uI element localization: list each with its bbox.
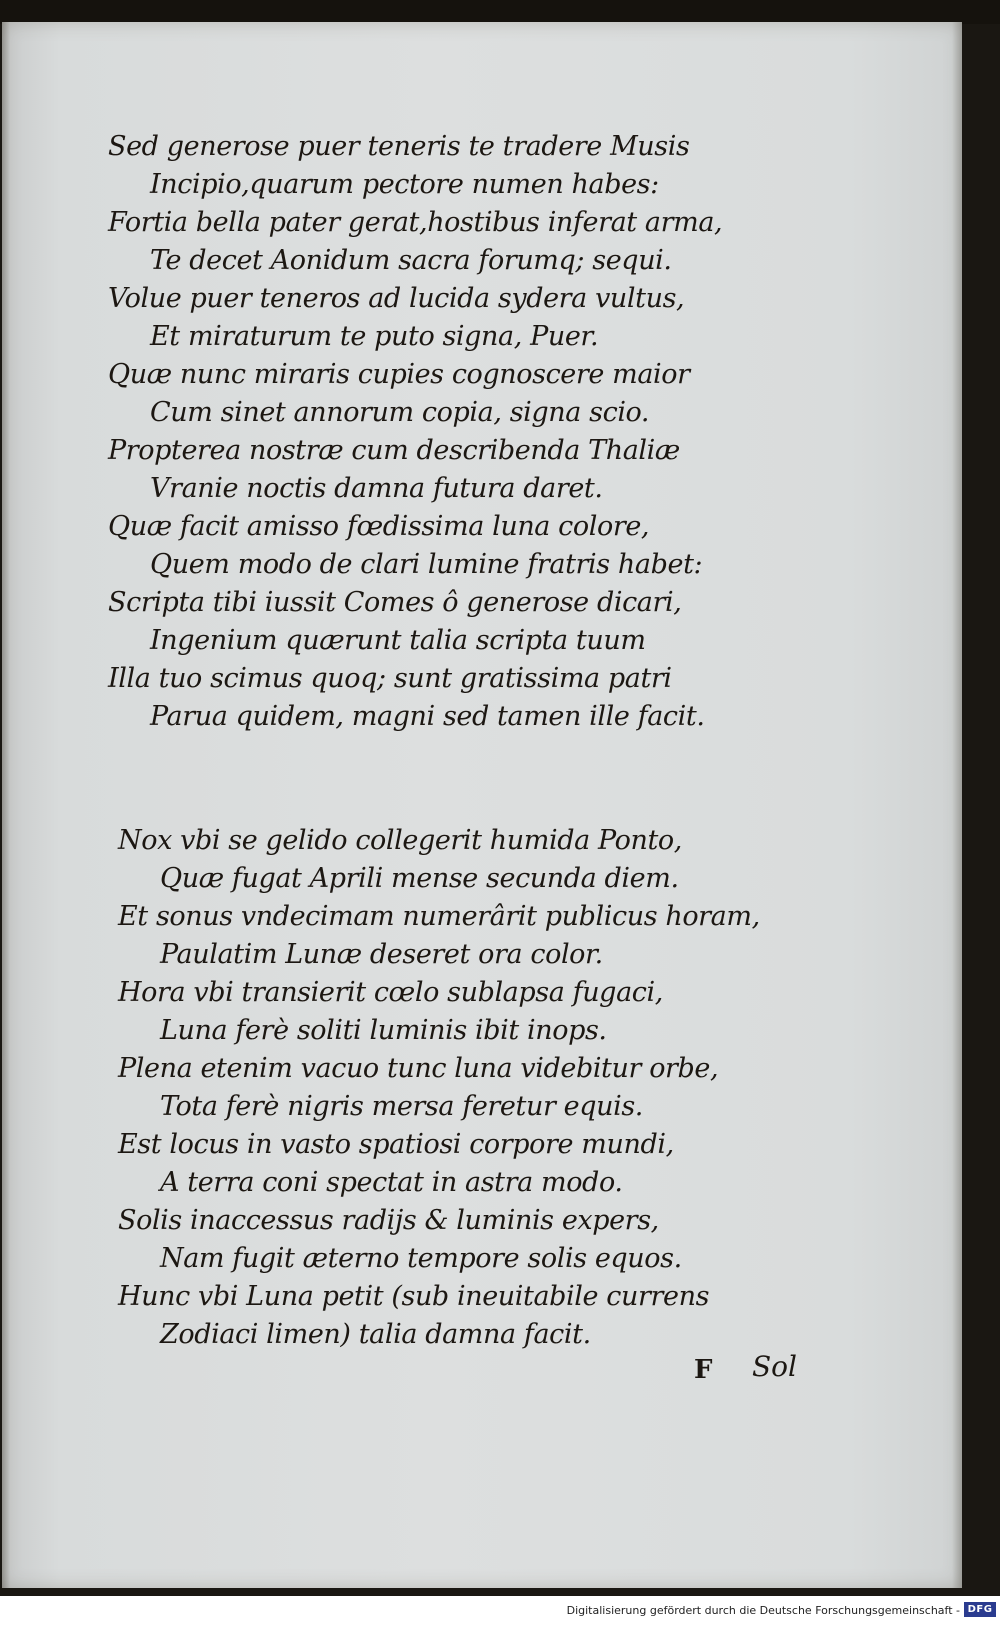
verse-line: Te decet Aonidum sacra forumq; sequi. (150, 245, 672, 276)
verse-line: Fortia bella pater gerat,hostibus inferat arma, (108, 207, 723, 238)
scan-background-top (0, 0, 1000, 24)
verse-line: Paulatim Lunæ deseret ora color. (160, 939, 603, 970)
poem-dedication (108, 128, 722, 736)
page-gutter-shadow (2, 22, 10, 1588)
dfg-logo-icon: DFG (964, 1602, 996, 1617)
signature-mark: F (694, 1355, 713, 1385)
verse-line: Et miraturum te puto signa, Puer. (150, 321, 599, 352)
verse-line: Quæ nunc miraris cupies cognoscere maior (108, 359, 690, 390)
verse-line: Scripta tibi iussit Comes ô generose dicari, (108, 587, 682, 618)
verse-line: Luna ferè soliti luminis ibit inops. (160, 1015, 607, 1046)
verse-line: Sed generose puer teneris te tradere Musis (108, 131, 690, 162)
verse-line: Quæ facit amisso fœdissima luna colore, (108, 511, 650, 542)
verse-line: Hora vbi transierit cœlo sublapsa fugaci, (118, 977, 663, 1008)
verse-line: Nox vbi se gelido collegerit humida Ponto, (118, 825, 682, 856)
digitization-footer (0, 1596, 1000, 1625)
verse-line: Parua quidem, magni sed tamen ille facit. (150, 701, 705, 732)
verse-line: Propterea nostræ cum describenda Thaliæ (108, 435, 680, 466)
verse-line: Vranie noctis damna futura daret. (150, 473, 603, 504)
verse-line: Zodiaci limen) talia damna facit. (160, 1319, 591, 1350)
verse-line: Plena etenim vacuo tunc luna videbitur orbe, (118, 1053, 719, 1084)
verse-line: Nam fugit æterno tempore solis equos. (160, 1243, 682, 1274)
verse-line: Ingenium quærunt talia scripta tuum (150, 625, 646, 656)
verse-line: Incipio,quarum pectore numen habes: (150, 169, 659, 200)
verse-line: A terra coni spectat in astra modo. (160, 1167, 623, 1198)
verse-line: Volue puer teneros ad lucida sydera vultus, (108, 283, 685, 314)
verse-line: Hunc vbi Luna petit (sub ineuitabile currens (118, 1281, 710, 1312)
catchword: Sol (752, 1350, 797, 1383)
verse-line: Illa tuo scimus quoq; sunt gratissima patri (108, 663, 672, 694)
verse-line: Quem modo de clari lumine fratris habet: (150, 549, 703, 580)
verse-line: Cum sinet annorum copia, signa scio. (150, 397, 650, 428)
verse-line: Est locus in vasto spatiosi corpore mundi, (118, 1129, 674, 1160)
poem-eclipse (118, 822, 760, 1354)
verse-line: Tota ferè nigris mersa feretur equis. (160, 1091, 643, 1122)
funding-notice: Digitalisierung gefördert durch die Deutsche Forschungsgemeinschaft - (566, 1604, 960, 1617)
page-edge-shadow (952, 22, 962, 1588)
verse-line: Quæ fugat Aprili mense secunda diem. (160, 863, 679, 894)
verse-line: Et sonus vndecimam numerârit publicus horam, (118, 901, 760, 932)
verse-line: Solis inaccessus radijs & luminis expers, (118, 1205, 659, 1236)
